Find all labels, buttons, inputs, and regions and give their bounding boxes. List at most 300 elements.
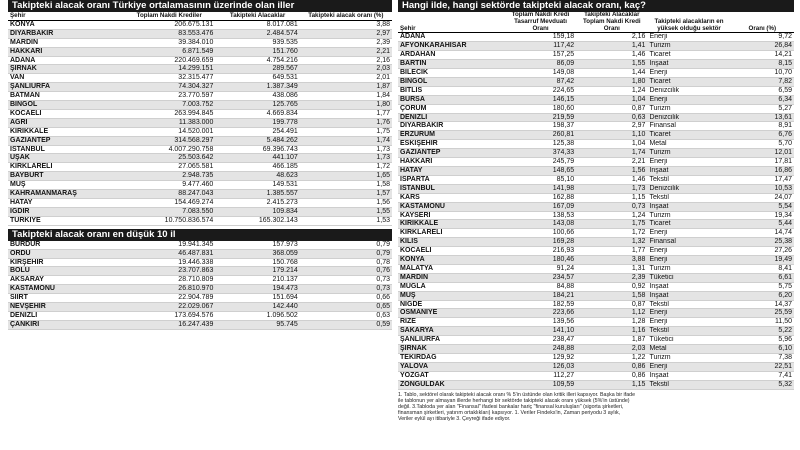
table-row [398, 69, 794, 78]
table-row [8, 83, 392, 92]
value-cell: 25,59 [731, 309, 794, 318]
value-cell: 129,92 [505, 354, 576, 363]
value-cell: 1,76 [300, 118, 392, 127]
value-cell: 198,37 [505, 122, 576, 131]
value-cell: 14,21 [731, 51, 794, 60]
value-cell: 4.669.834 [215, 109, 299, 118]
value-cell: Denizcilik [647, 86, 730, 95]
value-cell: 86,09 [505, 60, 576, 69]
city-cell: DİYARBAKIR [398, 122, 505, 131]
value-cell: 6,34 [731, 95, 794, 104]
value-cell: 39.384.010 [123, 38, 215, 47]
value-cell: Tüketici [647, 273, 730, 282]
city-cell: KİLİS [398, 238, 505, 247]
footnote-line: değil. 3.Tabloda yer alan "Finansal" ifadesi bankalar hariç "finansal kuruluşları" (sigorta şirketleri, [398, 404, 624, 411]
value-cell: 1,75 [300, 127, 392, 136]
value-cell: İnşaat [647, 282, 730, 291]
value-cell: 150.768 [215, 258, 299, 267]
value-cell: 1,77 [576, 247, 647, 256]
table-row [8, 38, 392, 47]
value-cell: 0,63 [576, 113, 647, 122]
value-cell: 0,59 [300, 320, 392, 329]
value-cell: 194.473 [215, 285, 299, 294]
value-cell: 1,73 [300, 145, 392, 154]
value-cell: 8.017.081 [215, 20, 299, 29]
value-cell: 6,10 [731, 345, 794, 354]
value-cell: 180,60 [505, 104, 576, 113]
value-cell: 46.487.831 [123, 249, 215, 258]
value-cell: 1,80 [576, 77, 647, 86]
table-row [8, 101, 392, 110]
table-row [398, 362, 794, 371]
value-cell: 6,76 [731, 131, 794, 140]
value-cell: 5,44 [731, 220, 794, 229]
city-cell: TÜRKİYE [8, 216, 123, 225]
value-cell: 0,86 [576, 371, 647, 380]
value-cell: Turizm [647, 264, 730, 273]
value-cell: 4.754.216 [215, 56, 299, 65]
city-cell: ESKİŞEHİR [398, 140, 505, 149]
table1-title: Takipteki alacak oranı Türkiye ortalamasının üzerinde olan iller [8, 0, 392, 12]
value-cell: 0,65 [300, 303, 392, 312]
table-row [398, 229, 794, 238]
value-cell: İnşaat [647, 371, 730, 380]
value-cell: 2,97 [300, 29, 392, 38]
table-row [8, 216, 392, 225]
value-cell: 5,70 [731, 140, 794, 149]
table-row [398, 211, 794, 220]
city-cell: KIRIKKALE [398, 220, 505, 229]
value-cell: 1,72 [300, 163, 392, 172]
value-cell: Metal [647, 345, 730, 354]
value-cell: 1,56 [300, 199, 392, 208]
city-cell: IĞDIR [8, 207, 123, 216]
table-row [8, 56, 392, 65]
value-cell: 368.059 [215, 249, 299, 258]
table-row [8, 172, 392, 181]
city-cell: YOZGAT [398, 371, 505, 380]
value-cell: 1,22 [576, 354, 647, 363]
value-cell: 1,15 [576, 380, 647, 389]
table-row [398, 95, 794, 104]
value-cell: 11,50 [731, 318, 794, 327]
left-panel [8, 0, 392, 330]
table-row [8, 154, 392, 163]
value-cell: 126,03 [505, 362, 576, 371]
value-cell: 0,78 [300, 258, 392, 267]
value-cell: 19.941.345 [123, 241, 215, 249]
city-cell: KAHRAMANMARAŞ [8, 190, 123, 199]
value-cell: 220.469.659 [123, 56, 215, 65]
value-cell: 1,53 [300, 216, 392, 225]
value-cell: 1.387.349 [215, 83, 299, 92]
city-cell: ŞANLIURFA [398, 336, 505, 345]
value-cell: Turizm [647, 149, 730, 158]
value-cell: Enerji [647, 318, 730, 327]
table-row [398, 113, 794, 122]
city-cell: ZONGULDAK [398, 380, 505, 389]
city-cell: KIRKLARELİ [398, 229, 505, 238]
table-row [8, 92, 392, 101]
value-cell: 117,42 [505, 42, 576, 51]
value-cell: Finansal [647, 122, 730, 131]
value-cell: 7.003.752 [123, 101, 215, 110]
value-cell: 1,12 [576, 309, 647, 318]
value-cell: 32.315.477 [123, 74, 215, 83]
value-cell: 151.694 [215, 294, 299, 303]
value-cell: 6,20 [731, 291, 794, 300]
value-cell: 6,59 [731, 86, 794, 95]
value-cell: 1,87 [300, 83, 392, 92]
city-cell: MUŞ [398, 291, 505, 300]
value-cell: 141,10 [505, 327, 576, 336]
value-cell: 5,75 [731, 282, 794, 291]
table-row [8, 181, 392, 190]
value-cell: 2,03 [300, 65, 392, 74]
table-row [8, 199, 392, 208]
city-cell: KOCAELİ [398, 247, 505, 256]
value-cell: 1,16 [576, 327, 647, 336]
value-cell: 0,87 [576, 300, 647, 309]
value-cell: 248,88 [505, 345, 576, 354]
table-row [398, 318, 794, 327]
value-cell: 16.247.439 [123, 320, 215, 329]
table-row [398, 300, 794, 309]
city-cell: KASTAMONU [8, 285, 123, 294]
value-cell: 9,72 [731, 33, 794, 42]
value-cell: 1,84 [300, 92, 392, 101]
table-row [8, 276, 392, 285]
city-cell: ERZURUM [398, 131, 505, 140]
value-cell: Ticaret [647, 131, 730, 140]
value-cell: 0,63 [300, 311, 392, 320]
value-cell: 0,86 [576, 362, 647, 371]
value-cell: 26.810.970 [123, 285, 215, 294]
value-cell: 169,28 [505, 238, 576, 247]
table-row [398, 104, 794, 113]
city-cell: KONYA [398, 256, 505, 265]
col-sector-ratio: Oranı (%) [731, 12, 794, 33]
value-cell: 1,55 [576, 60, 647, 69]
city-cell: SİİRT [8, 294, 123, 303]
value-cell: 1,58 [300, 181, 392, 190]
value-cell: 8,91 [731, 122, 794, 131]
value-cell: 74.304.327 [123, 83, 215, 92]
value-cell: 19.446.338 [123, 258, 215, 267]
value-cell: 26,84 [731, 42, 794, 51]
value-cell: 1,10 [576, 131, 647, 140]
city-cell: BARTIN [398, 60, 505, 69]
value-cell: 17,81 [731, 158, 794, 167]
col-npl: Takipteki Alacaklar [215, 12, 299, 20]
city-cell: NİĞDE [398, 300, 505, 309]
value-cell: 69.396.743 [215, 145, 299, 154]
city-cell: KONYA [8, 20, 123, 29]
value-cell: 0,76 [300, 267, 392, 276]
value-cell: 125,38 [505, 140, 576, 149]
value-cell: Enerji [647, 95, 730, 104]
value-cell: Denizcilik [647, 113, 730, 122]
table-row [398, 282, 794, 291]
value-cell: 182,59 [505, 300, 576, 309]
value-cell: 157.973 [215, 241, 299, 249]
table-row [8, 207, 392, 216]
table-row [398, 220, 794, 229]
city-cell: DENİZLİ [398, 113, 505, 122]
table-row [398, 140, 794, 149]
value-cell: 466.185 [215, 163, 299, 172]
table-row [8, 163, 392, 172]
value-cell: Denizcilik [647, 184, 730, 193]
city-cell: KARS [398, 193, 505, 202]
table-row [398, 256, 794, 265]
value-cell: 88.247.043 [123, 190, 215, 199]
value-cell: 5,27 [731, 104, 794, 113]
value-cell: 19,49 [731, 256, 794, 265]
value-cell: 441.107 [215, 154, 299, 163]
table-row [8, 29, 392, 38]
value-cell: 0,73 [300, 285, 392, 294]
value-cell: 1,56 [576, 166, 647, 175]
value-cell: 159,18 [505, 33, 576, 42]
value-cell: 180,46 [505, 256, 576, 265]
table-row [398, 149, 794, 158]
city-cell: ÇANKIRI [8, 320, 123, 329]
value-cell: Ticaret [647, 220, 730, 229]
value-cell: 154.469.274 [123, 199, 215, 208]
city-cell: YALOVA [398, 362, 505, 371]
value-cell: 22,51 [731, 362, 794, 371]
table-row [398, 371, 794, 380]
city-cell: BİTLİS [398, 86, 505, 95]
table-row [398, 175, 794, 184]
value-cell: 1,72 [576, 229, 647, 238]
table-row [8, 65, 392, 74]
table-row [398, 122, 794, 131]
value-cell: 1,73 [576, 184, 647, 193]
value-cell: 1,15 [576, 193, 647, 202]
value-cell: 6,61 [731, 273, 794, 282]
table-row [398, 42, 794, 51]
table-row [398, 77, 794, 86]
city-cell: İSTANBUL [398, 184, 505, 193]
value-cell: 95.745 [215, 320, 299, 329]
value-cell: 238,47 [505, 336, 576, 345]
value-cell: Tekstil [647, 193, 730, 202]
value-cell: 100,66 [505, 229, 576, 238]
value-cell: 219,59 [505, 113, 576, 122]
city-cell: BOLU [8, 267, 123, 276]
value-cell: 165.302.143 [215, 216, 299, 225]
value-cell: İnşaat [647, 60, 730, 69]
value-cell: 2,97 [576, 122, 647, 131]
value-cell: 1,74 [300, 136, 392, 145]
value-cell: 1.096.502 [215, 311, 299, 320]
value-cell: 2,16 [300, 56, 392, 65]
value-cell: 8,15 [731, 60, 794, 69]
value-cell: 438.086 [215, 92, 299, 101]
value-cell: 10,70 [731, 69, 794, 78]
city-cell: BATMAN [8, 92, 123, 101]
value-cell: Tüketici [647, 336, 730, 345]
value-cell: 3,88 [300, 20, 392, 29]
value-cell: İnşaat [647, 291, 730, 300]
city-cell: MUŞ [8, 181, 123, 190]
value-cell: 1,57 [300, 190, 392, 199]
value-cell: 374,33 [505, 149, 576, 158]
value-cell: 223,66 [505, 309, 576, 318]
value-cell: 1,28 [576, 318, 647, 327]
table-row [398, 273, 794, 282]
value-cell: 10.750.836.574 [123, 216, 215, 225]
value-cell: 1,32 [576, 238, 647, 247]
city-cell: ISPARTA [398, 175, 505, 184]
city-cell: RİZE [398, 318, 505, 327]
value-cell: 1,31 [576, 264, 647, 273]
value-cell: 112,27 [505, 371, 576, 380]
table-row [398, 247, 794, 256]
city-cell: BURSA [398, 95, 505, 104]
value-cell: 210.137 [215, 276, 299, 285]
table-row [8, 74, 392, 83]
value-cell: 649.531 [215, 74, 299, 83]
city-cell: HATAY [398, 166, 505, 175]
value-cell: Ticaret [647, 51, 730, 60]
value-cell: 0,73 [300, 276, 392, 285]
value-cell: 0,66 [300, 294, 392, 303]
value-cell: 1,77 [300, 109, 392, 118]
value-cell: 125.765 [215, 101, 299, 110]
table-row [8, 20, 392, 29]
value-cell: 2,16 [576, 33, 647, 42]
col-npl-credit-ratio: Takipteki Alacaklar Toplam Nakdi Kredi Oranı [576, 12, 647, 33]
city-cell: SAKARYA [398, 327, 505, 336]
value-cell: Tekstil [647, 175, 730, 184]
table-row [8, 258, 392, 267]
city-cell: NEVŞEHİR [8, 303, 123, 312]
value-cell: 1,73 [300, 154, 392, 163]
city-cell: BİNGÖL [398, 77, 505, 86]
table-row [398, 86, 794, 95]
table3-title: Hangi ilde, hangi sektörde takipteki alacak oranı, kaç? [398, 0, 794, 12]
value-cell: 151.760 [215, 47, 299, 56]
table-row [8, 127, 392, 136]
col-city: Şehir [398, 12, 505, 33]
table-row [8, 303, 392, 312]
table-row [8, 109, 392, 118]
value-cell: 2.484.574 [215, 29, 299, 38]
value-cell: Enerji [647, 33, 730, 42]
city-cell: TEKİRDAĞ [398, 354, 505, 363]
value-cell: 143,08 [505, 220, 576, 229]
city-cell: HAKKARİ [398, 158, 505, 167]
value-cell: 109,59 [505, 380, 576, 389]
table-row [398, 264, 794, 273]
city-cell: KOCAELİ [8, 109, 123, 118]
value-cell: Enerji [647, 69, 730, 78]
table-row [8, 145, 392, 154]
value-cell: Turizm [647, 211, 730, 220]
col-top-sector: Takipteki alacakların en yüksek olduğu sektör [647, 12, 730, 33]
city-cell: BAYBURT [8, 172, 123, 181]
table-row [398, 327, 794, 336]
col-total-credit: Toplam Nakdi Krediler [123, 12, 215, 20]
value-cell: 1,74 [576, 149, 647, 158]
footnote-line: ile tablonun yer almayan illerde herhangi bir sektörde takipteki alacak oranı yüksek (5%'in üstünde) [398, 397, 630, 404]
table-row [398, 380, 794, 389]
value-cell: 263.994.845 [123, 109, 215, 118]
value-cell: Tekstil [647, 380, 730, 389]
value-cell: 260,81 [505, 131, 576, 140]
table-row [398, 166, 794, 175]
value-cell: 1,46 [576, 175, 647, 184]
footnote-line: 1. Tablo, sektörel olarak takipteki alacak oranı % 5'in üstünde olan kritik illeri kapsıyor. Başka bir ifade [398, 391, 636, 398]
value-cell: 1,58 [576, 291, 647, 300]
value-cell: 23.770.597 [123, 92, 215, 101]
value-cell: Turizm [647, 42, 730, 51]
value-cell: 2.415.273 [215, 199, 299, 208]
value-cell: 1,44 [576, 69, 647, 78]
table-row [398, 238, 794, 247]
table-row [398, 336, 794, 345]
table-row [398, 354, 794, 363]
value-cell: Enerji [647, 362, 730, 371]
value-cell: 91,24 [505, 264, 576, 273]
table-row [8, 118, 392, 127]
value-cell: 7,41 [731, 371, 794, 380]
value-cell: İnşaat [647, 202, 730, 211]
lowest-ten-table [8, 241, 392, 330]
city-cell: MALATYA [398, 264, 505, 273]
value-cell: Tekstil [647, 300, 730, 309]
value-cell: 8,41 [731, 264, 794, 273]
value-cell: 1,24 [576, 86, 647, 95]
value-cell: Turizm [647, 104, 730, 113]
value-cell: 0,73 [576, 202, 647, 211]
city-cell: AKSARAY [8, 276, 123, 285]
value-cell: 5,32 [731, 380, 794, 389]
value-cell: 289.567 [215, 65, 299, 74]
value-cell: Metal [647, 140, 730, 149]
city-cell: UŞAK [8, 154, 123, 163]
value-cell: İnşaat [647, 166, 730, 175]
table-row [398, 193, 794, 202]
value-cell: 0,79 [300, 241, 392, 249]
value-cell: 1,24 [576, 211, 647, 220]
value-cell: 2.948.735 [123, 172, 215, 181]
value-cell: 1,04 [576, 140, 647, 149]
value-cell: 1,04 [576, 95, 647, 104]
city-cell: KIRKLARELİ [8, 163, 123, 172]
table-row [398, 60, 794, 69]
value-cell: 5,96 [731, 336, 794, 345]
value-cell: 1,80 [300, 101, 392, 110]
col-npl-ratio: Takipteki alacak oranı (%) [300, 12, 392, 20]
value-cell: 146,15 [505, 95, 576, 104]
city-cell: ORDU [8, 249, 123, 258]
table-row [398, 202, 794, 211]
city-cell: ADANA [8, 56, 123, 65]
value-cell: 216,93 [505, 247, 576, 256]
value-cell: 0,92 [576, 282, 647, 291]
city-cell: OSMANİYE [398, 309, 505, 318]
value-cell: Ticaret [647, 77, 730, 86]
value-cell: 314.568.297 [123, 136, 215, 145]
sector-table [398, 12, 794, 390]
value-cell: 199.778 [215, 118, 299, 127]
value-cell: 23.707.863 [123, 267, 215, 276]
value-cell: 87,42 [505, 77, 576, 86]
